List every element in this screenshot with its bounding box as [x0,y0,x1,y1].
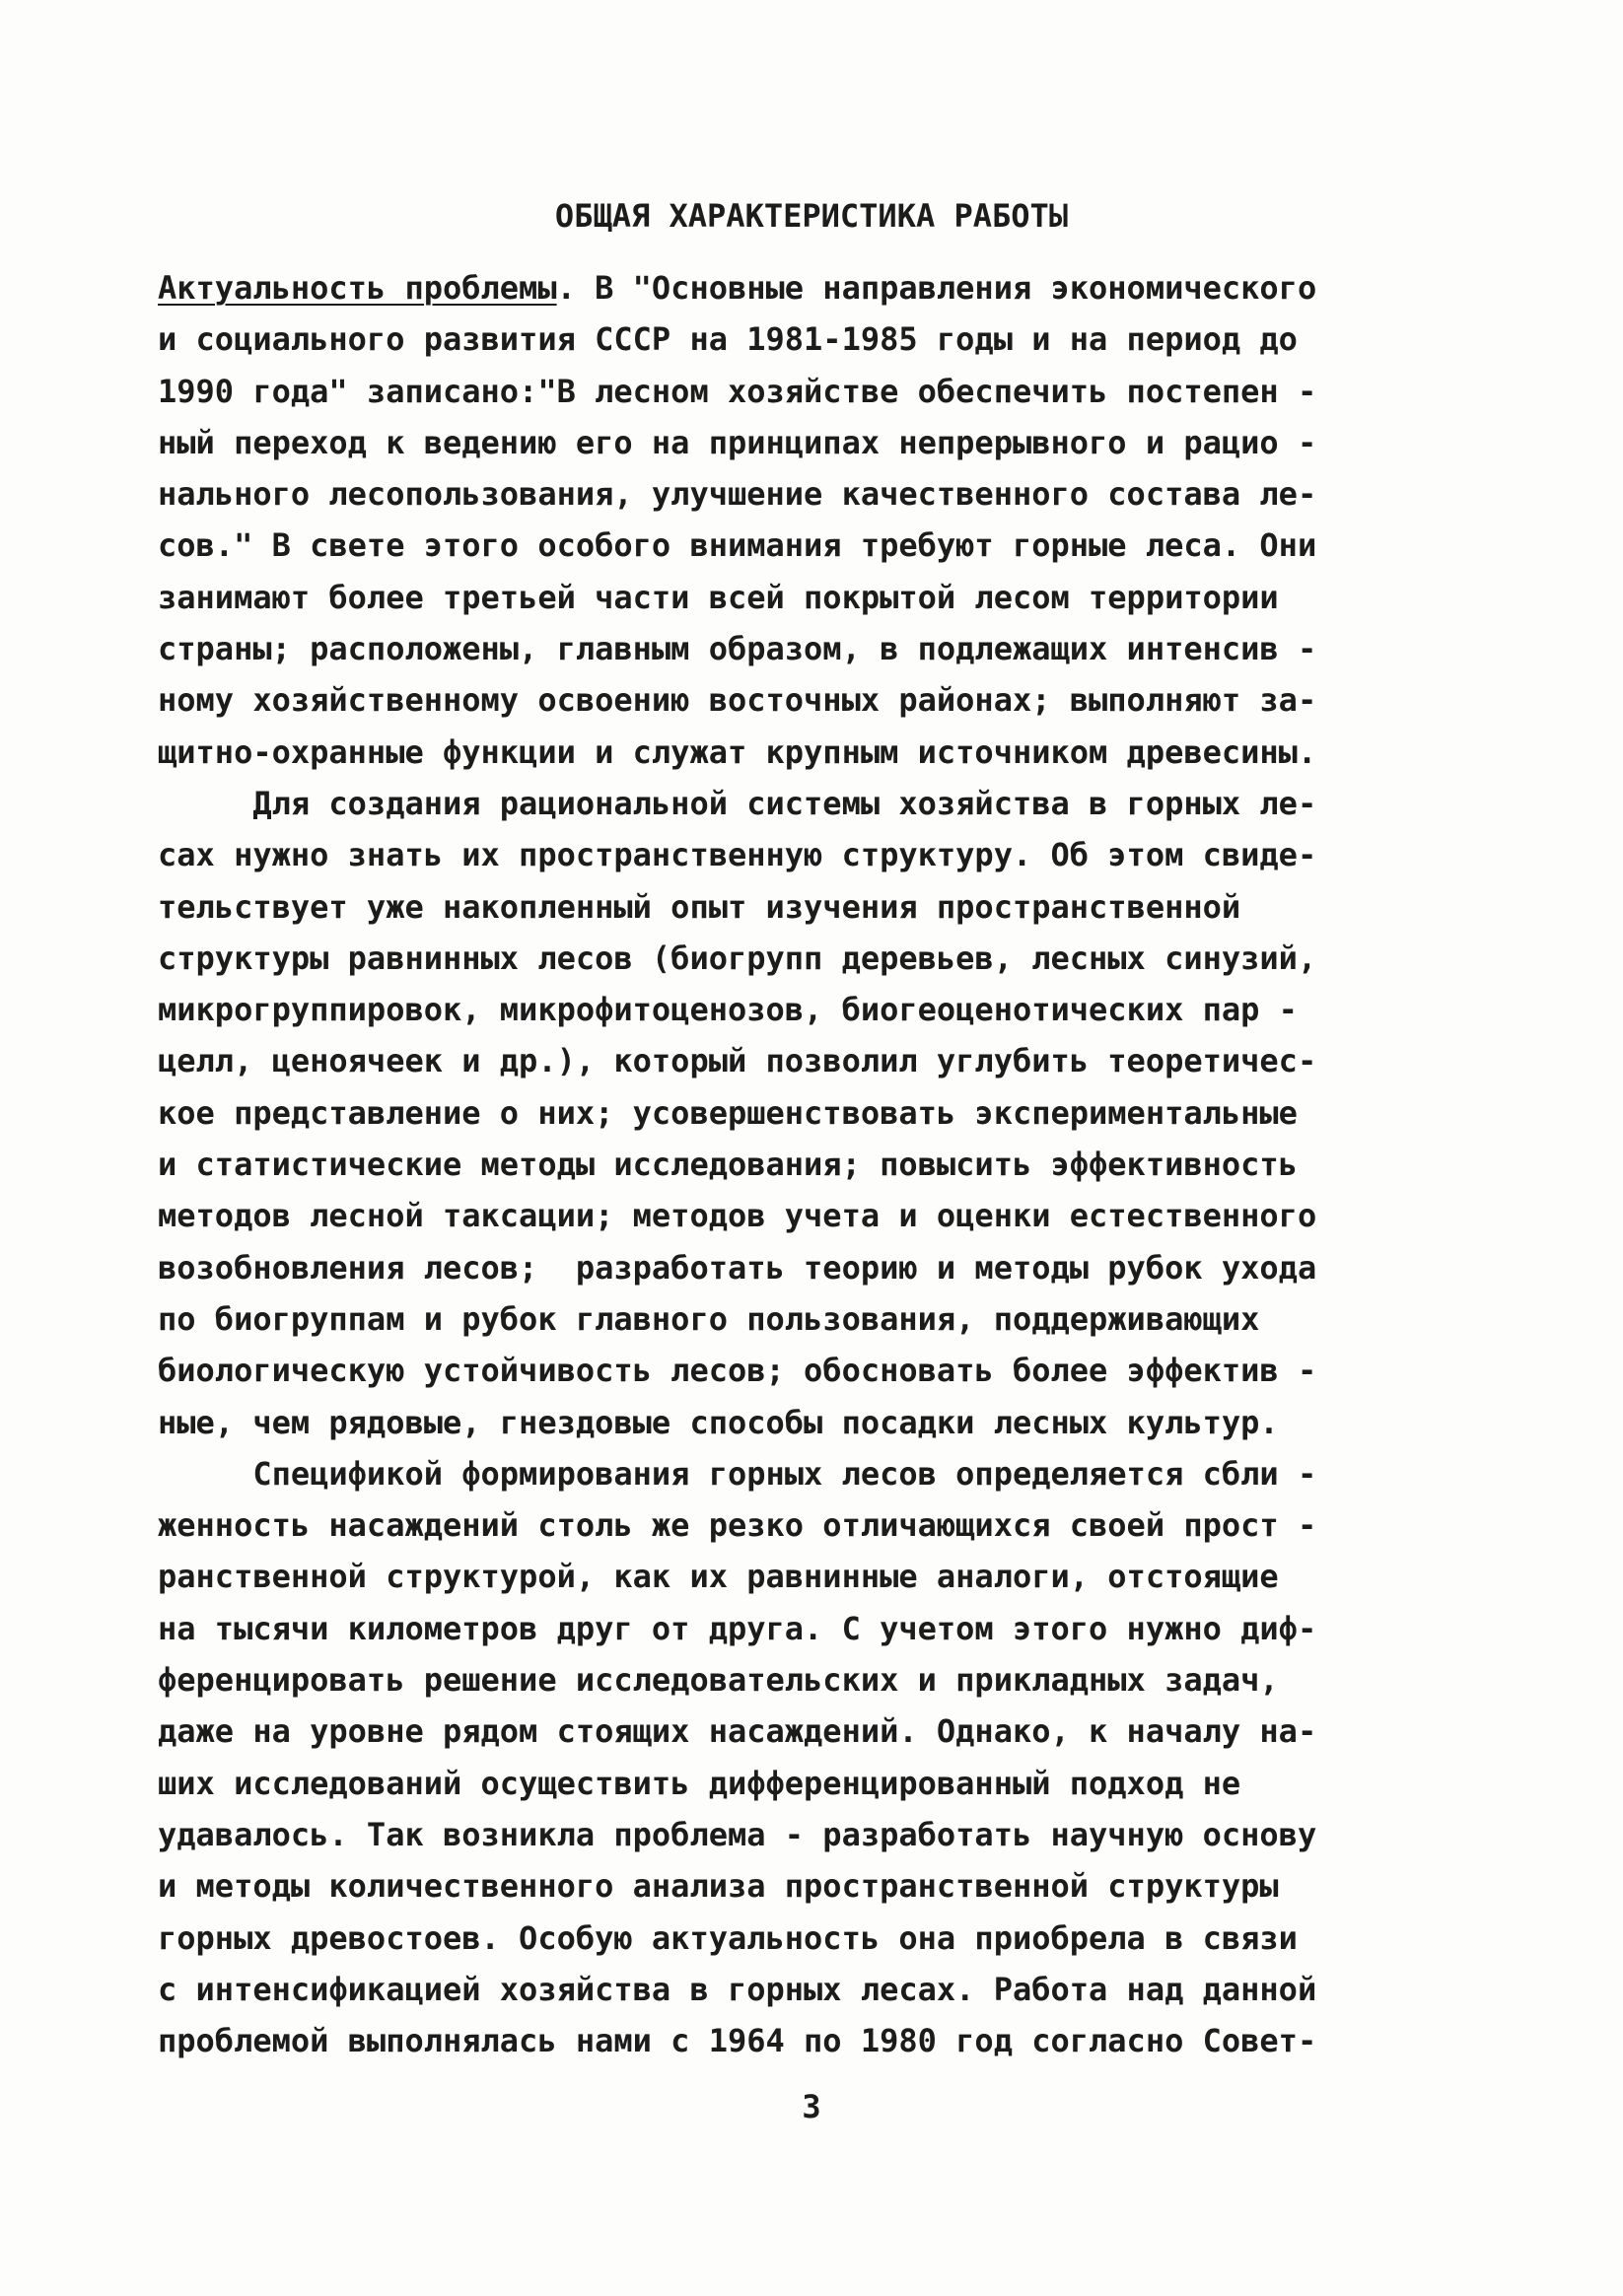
text-line [158,2015,1430,2066]
text-line [158,1654,1430,1705]
line-text: методов лесной таксации; методов учета и оценки естественного [158,1197,1317,1235]
text-line [158,468,1430,520]
line-text: ному хозяйственному освоению восточных районах; выполняют за- [158,681,1317,720]
text-line [158,1035,1430,1086]
line-text: . В "Основные направления экономического [556,269,1317,307]
line-text: щитно-охранные функции и служат крупным источником древесины. [158,732,1317,771]
text-line [158,572,1430,623]
line-text: Спецификой формирования горных лесов определяется сбли - [158,1454,1317,1493]
line-text: страны; расположены, главным образом, в подлежащих интенсив - [158,630,1317,668]
text-line [158,1242,1430,1293]
line-text: структуры равнинных лесов (биогрупп деревьев, лесных синузий, [158,939,1317,977]
line-text: занимают более третьей части всей покрытой лесом территории [158,578,1279,616]
line-text: ших исследований осуществить дифференцированный подход не [158,1764,1241,1802]
line-text: по биогруппам и рубок главного пользования, поддерживающих [158,1299,1260,1338]
page-title: ОБЩАЯ ХАРАКТЕРИСТИКА РАБОТЫ [554,197,1069,235]
line-text: нального лесопользования, улучшение качественного состава ле- [158,475,1317,514]
text-line [158,674,1430,726]
line-text: 1990 года" записано:"В лесном хозяйстве обеспечить постепен - [158,372,1317,410]
line-text: ные, чем рядовые, гнездовые способы посадки лесных культур. [158,1403,1279,1441]
line-text: и социального развития СССР на 1981-1985 годы и на период до [158,320,1298,359]
line-text: ференцировать решение исследовательских и прикладных задач, [158,1661,1279,1700]
text-line [158,1499,1430,1551]
text-line [158,778,1430,829]
text-line [158,1293,1430,1345]
line-text: биологическую устойчивость лесов; обосновать более эффектив - [158,1352,1317,1390]
text-line [158,1603,1430,1654]
line-text: удавалось. Так возникла проблема - разработать научную основу [158,1815,1317,1853]
line-text: ный переход к ведению его на принципах непрерывного и рацио - [158,423,1317,461]
line-text: горных древостоев. Особую актуальность она приобрела в связи [158,1918,1298,1957]
text-line [158,1913,1430,1964]
text-line [158,1190,1430,1241]
line-text: проблемой выполнялась нами с 1964 по 1980 год согласно Совет- [158,2022,1317,2060]
text-line [158,881,1430,933]
text-line [158,417,1430,468]
line-text: Для создания рациональной системы хозяйства в горных ле- [158,784,1317,822]
line-text: кое представление о них; усовершенствовать экспериментальные [158,1093,1298,1132]
line-text: возобновления лесов; разработать теорию и методы рубок ухода [158,1248,1317,1287]
text-line [158,1397,1430,1448]
text-line [158,1551,1430,1602]
text-line [158,520,1430,571]
text-line [158,1860,1430,1912]
body-text [158,262,1430,2066]
text-line [158,829,1430,880]
text-line [158,1448,1430,1499]
text-line [158,1705,1430,1757]
text-line [158,1087,1430,1139]
text-line [158,313,1430,365]
line-text: микрогруппировок, микрофитоценозов, биогеоценотических пар - [158,991,1298,1029]
line-text: тельствует уже накопленный опыт изучения пространственной [158,887,1241,926]
line-text: сов." В свете этого особого внимания требуют горные леса. Они [158,526,1317,565]
line-text: с интенсификацией хозяйства в горных лесах. Работа над данной [158,1970,1317,2008]
text-line [158,366,1430,417]
line-text: даже на уровне рядом стоящих насаждений. Однако, к началу на- [158,1712,1317,1751]
line-text: и методы количественного анализа пространственной структуры [158,1867,1279,1906]
page-number: 3 [802,2088,821,2125]
text-line [158,623,1430,674]
line-text: на тысячи километров друг от друга. С учетом этого нужно диф- [158,1609,1317,1647]
text-line [158,984,1430,1035]
text-line [158,262,1430,313]
text-line [158,1809,1430,1860]
underlined-heading: Актуальность проблемы [158,269,557,307]
text-line [158,1345,1430,1396]
text-line [158,1964,1430,2015]
line-text: и статистические методы исследования; повысить эффективность [158,1146,1298,1184]
line-text: женность насаждений столь же резко отличающихся своей прост - [158,1506,1317,1545]
text-line [158,933,1430,984]
line-text: целл, ценоячеек и др.), который позволил углубить теоретичес- [158,1042,1317,1080]
text-line [158,1139,1430,1190]
text-line [158,1758,1430,1809]
text-line [158,727,1430,778]
line-text: сах нужно знать их пространственную структуру. Об этом свиде- [158,836,1317,874]
line-text: ранственной структурой, как их равнинные аналоги, отстоящие [158,1558,1279,1596]
